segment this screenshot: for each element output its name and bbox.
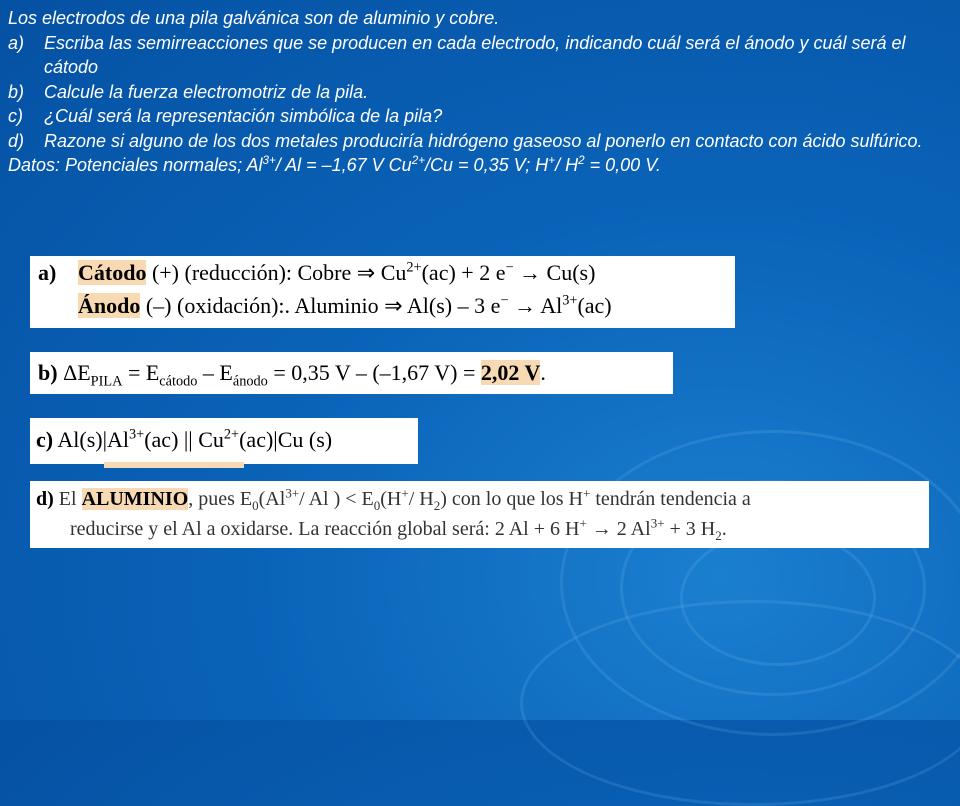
- item-text: Calcule la fuerza electromotriz de la pila.: [44, 81, 369, 102]
- item-text: Razone si alguno de los dos metales produciría hidrógeno gaseoso al ponerlo en contacto con ácido sulfúrico.: [44, 130, 923, 151]
- cathode-line: a) Cátodo (+) (reducción): Cobre ⇒ $Cu^{2+}(ac) + 2$ e− → Cu(s): [38, 259, 596, 285]
- problem-item-d: [8, 129, 953, 154]
- cell-notation: c) $Al(s)|Al^{3+}(ac)$ || $Cu^{2+}(ac)|Cu$ (s): [36, 426, 333, 452]
- answer-a-box: [30, 256, 735, 328]
- highlight-strip: [104, 462, 244, 468]
- answer-c-box: [30, 418, 418, 464]
- item-label: c): [8, 106, 23, 126]
- emf-equation: b) $\Delta E_{PILA} = E_{cátodo} - E_{ánodo} = 0,35$ V – (–1,67 V) = 2,02 V.: [38, 360, 546, 390]
- answer-b-box: [30, 352, 673, 394]
- anode-line: Ánodo (–) (oxidación):. Aluminio ⇒ Al(s) – 3 $e^- \to Al^{3+}(ac)$: [78, 292, 612, 318]
- problem-intro: Los electrodos de una pila galvánica son de aluminio y cobre.: [8, 8, 500, 28]
- item-label: b): [8, 81, 25, 102]
- item-label: d): [8, 130, 25, 151]
- answer-d-line-2: reducirse y el Al a oxidarse. La reacción global será: 2 Al + 6 H+ → 2 $Al^{3+} + 3$ $H_2$.: [70, 515, 727, 543]
- answer-d-box: [30, 481, 929, 548]
- item-text: Escriba las semirreacciones que se producen en cada electrodo, indicando cuál será el ánodo y cuál será el cátodo: [44, 32, 906, 77]
- problem-statement: [8, 6, 953, 178]
- problem-data: Datos: Potenciales normales; $Al^{3+}/$ Al = –1,67 V $Cu^{2+}/Cu = 0,35$ V; H+/ $H^2 = 0,00$ V.: [8, 154, 661, 175]
- problem-item-b: [8, 80, 953, 105]
- emf-result: 2,02 V: [480, 360, 541, 385]
- answer-d-line-1: d) El ALUMINIO, pues $E_0(Al^{3+}/$ Al ) < $E_0(H^+/$ $H_2$) con lo que los H+ tendrán tendencia a: [36, 485, 751, 513]
- item-label: a): [8, 32, 25, 53]
- problem-item-c: [8, 104, 953, 129]
- cathode-word: Cátodo: [78, 260, 147, 285]
- answer-metal: ALUMINIO: [81, 488, 189, 510]
- item-text: ¿Cuál será la representación simbólica de la pila?: [44, 106, 443, 126]
- anode-word: Ánodo: [78, 293, 141, 318]
- background-ripple: [520, 600, 960, 806]
- problem-item-a: [8, 31, 953, 80]
